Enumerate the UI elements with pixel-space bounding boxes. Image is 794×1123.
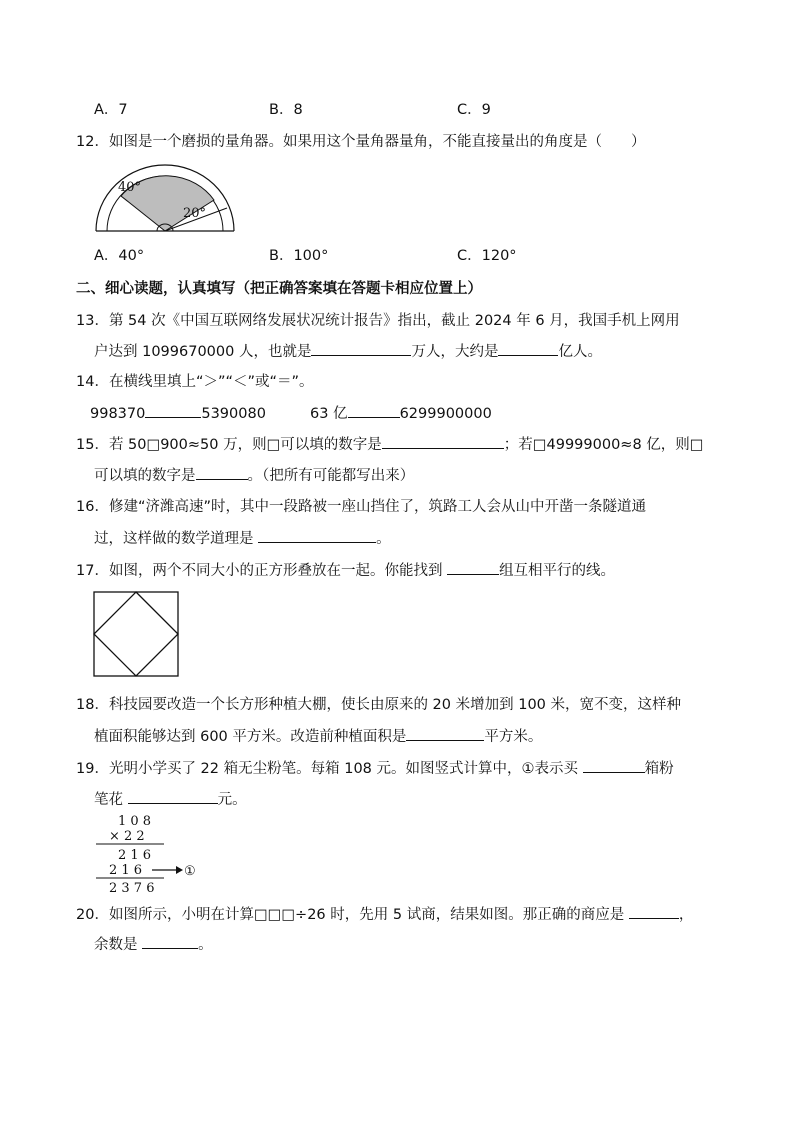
q12-option-c: C．120° (457, 248, 517, 264)
q20-line1 (76, 904, 693, 925)
q15-line1 (76, 434, 703, 455)
q18-text-b: 平方米。 (484, 729, 543, 745)
calc-row-multiplicand: 1 0 8 (118, 814, 152, 829)
q18-text-a: 植面积能够达到 600 平方米。改造前种植面积是 (94, 729, 407, 745)
q20-text-a: 20．如图所示，小明在计算□□□÷26 时，先用 5 试商，结果如图。那正确的商应是 (76, 907, 629, 923)
q19-blank-yuan[interactable] (128, 789, 218, 804)
q14-blank-1[interactable] (145, 403, 201, 418)
q17-text-a: 17．如图，两个不同大小的正方形叠放在一起。你能找到 (76, 563, 448, 579)
q19-line2 (94, 789, 247, 810)
q13-text-b: 万人，大约是 (411, 344, 499, 360)
q19-text-d: 元。 (217, 792, 247, 808)
q19-text-b: 箱粉 (644, 761, 674, 777)
calc-row-partial-2: 2 1 6 (109, 863, 143, 878)
q14-blank-2[interactable] (348, 403, 400, 418)
q13-text-c: 亿人。 (558, 344, 602, 360)
q16-line2 (94, 528, 391, 549)
q15-text-d: 。（把所有可能都写出来） (247, 468, 415, 484)
q16-text-a: 过，这样做的数学道理是 (94, 531, 259, 547)
q11-option-a: A．7 (94, 102, 128, 118)
section-heading: 二、细心读题，认真填写（把正确答案填在答题卡相应位置上） (76, 281, 482, 297)
protractor-label-40: 40° (118, 180, 142, 195)
calc-row-partial-1: 2 1 6 (118, 848, 152, 863)
q11-option-c: C．9 (457, 102, 491, 118)
q11-option-b: B．8 (269, 102, 303, 118)
q20-blank-quotient[interactable] (629, 904, 679, 919)
protractor-figure (94, 162, 236, 234)
inner-rotated-square (94, 592, 178, 676)
q20-text-b: ， (678, 907, 694, 923)
q13-line1: 13．第 54 次《中国互联网络发展状况统计报告》指出，截止 2024 年 6 月，我国手机上网用 (76, 313, 680, 329)
q16-line1: 16．修建“济潍高速”时，其中一段路被一座山挡住了，筑路工人会从山中开凿一条隧道通 (76, 499, 646, 515)
q20-text-d: 。 (198, 937, 213, 953)
q17-blank[interactable] (447, 560, 499, 575)
q15-text-a: 15．若 50□900≈50 万，则□可以填的数字是 (76, 437, 382, 453)
q12-option-b: B．100° (269, 248, 329, 264)
q19-blank-boxes[interactable] (583, 758, 645, 773)
q20-line2 (94, 934, 213, 955)
q18-line1: 18．科技园要改造一个长方形种植大棚，使长由原来的 20 米增加到 100 米，宽不变，这样种 (76, 697, 682, 713)
q13-blank-yi[interactable] (498, 341, 558, 356)
q15-blank-2[interactable] (196, 465, 248, 480)
q14-compare-left (90, 403, 266, 424)
q12-option-a: A．40° (94, 248, 145, 264)
q14-left-a: 998370 (90, 406, 146, 422)
q14-right-b: 6299900000 (399, 406, 492, 422)
calc-marker: ① (184, 864, 196, 879)
q13-blank-wan[interactable] (311, 341, 411, 356)
protractor-label-20: 20° (183, 206, 207, 221)
q15-blank-1[interactable] (382, 434, 504, 449)
q15-text-b: ；若□49999000≈8 亿，则□ (503, 437, 704, 453)
q14-stem: 14．在横线里填上“＞”“＜”或“＝”。 (76, 374, 314, 390)
q16-blank[interactable] (258, 528, 376, 543)
outer-square (94, 592, 178, 676)
q14-left-b: 5390080 (201, 406, 266, 422)
q14-right-a: 63 亿 (310, 406, 348, 422)
q15-line2 (94, 465, 414, 486)
calc-arrow-head (176, 866, 183, 874)
squares-figure (93, 591, 179, 677)
q19-line1 (76, 758, 674, 779)
calc-row-product: 2 3 7 6 (109, 881, 155, 895)
q13-text-a: 户达到 1099670000 人，也就是 (94, 344, 312, 360)
q16-text-b: 。 (376, 531, 391, 547)
q15-text-c: 可以填的数字是 (94, 468, 196, 484)
q19-text-a: 19．光明小学买了 22 箱无尘粉笔。每箱 108 元。如图竖式计算中，①表示买 (76, 761, 583, 777)
q20-text-c: 余数是 (94, 937, 143, 953)
q17-stem (76, 560, 615, 581)
q12-stem: 12．如图是一个磨损的量角器。如果用这个量角器量角，不能直接量出的角度是（ ） (76, 134, 646, 150)
q13-line2 (94, 341, 602, 362)
q17-text-b: 组互相平行的线。 (499, 563, 616, 579)
q19-text-c: 笔花 (94, 792, 128, 808)
calc-row-multiplier: × 2 2 (109, 829, 145, 844)
q20-blank-remainder[interactable] (142, 934, 198, 949)
q18-line2 (94, 726, 542, 747)
q18-blank[interactable] (406, 726, 484, 741)
q14-compare-right (310, 403, 492, 424)
vertical-multiplication-figure (92, 813, 202, 895)
